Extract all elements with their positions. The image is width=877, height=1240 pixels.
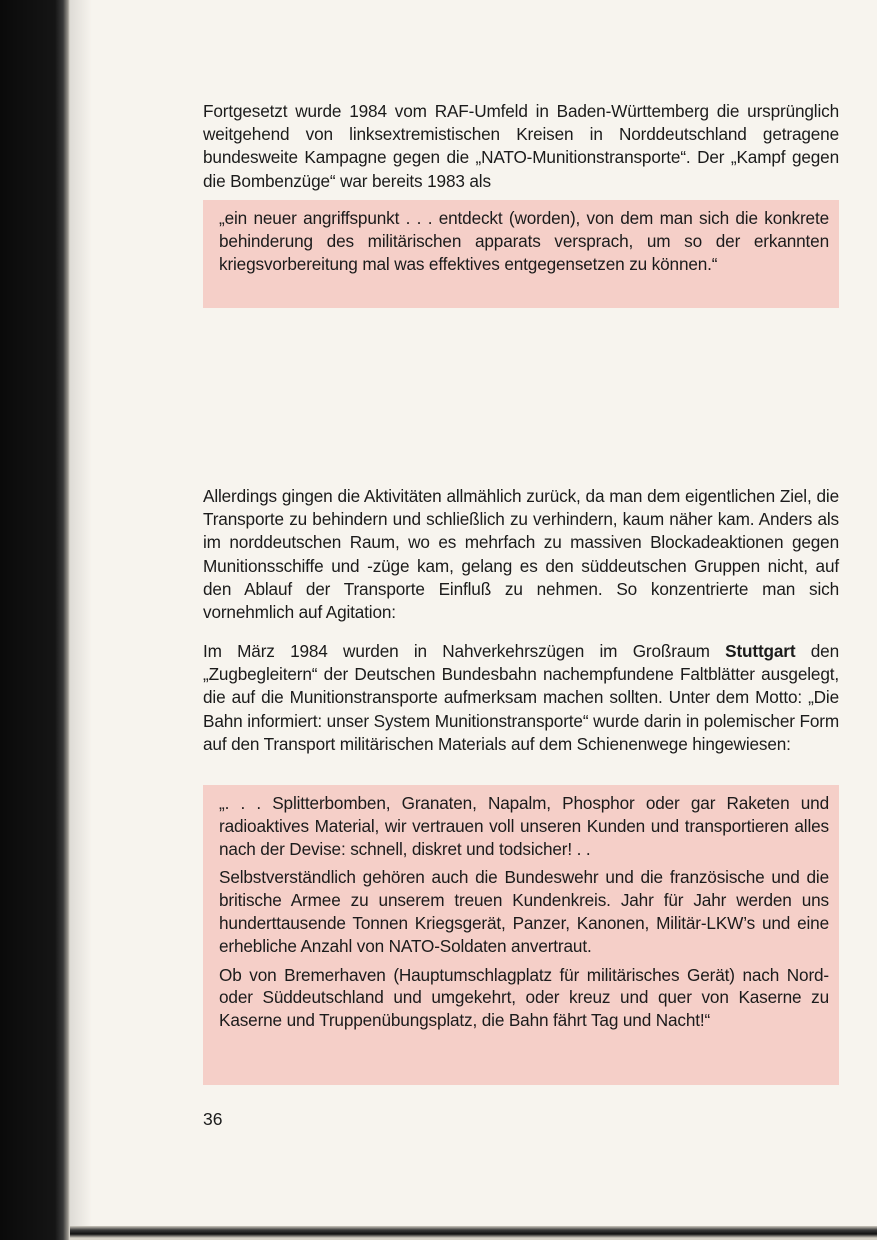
quote-2-paragraph: Ob von Bremerhaven (Hauptumschlagplatz für militärisches Gerät) nach Nord- oder Süddeutschland und umgekehrt, oder kreuz und quer von Kaserne zu Kaserne und Truppenübungsplatz, die Bahn fährt Tag und Nacht!“ [219, 964, 829, 1031]
quote-2-paragraph: Selbstverständlich gehören auch die Bundeswehr und die französische und die britische Armee zu unserem treuen Kundenkreis. Jahr für Jahr werden uns hunderttausende Tonnen Kriegsgerät, Panzer, Kanonen, Militär-LKW’s und eine erhebliche Anzahl von NATO-Soldaten anvertraut. [219, 867, 829, 956]
highlighted-quote-2 [203, 785, 839, 1085]
highlighted-quote-1 [203, 200, 839, 308]
paragraph-stuttgart-text [203, 640, 839, 756]
book-binding-shadow [0, 0, 70, 1240]
place-name-stuttgart: Stuttgart [725, 641, 796, 661]
quote-2-paragraph: „. . . Splitterbomben, Granaten, Napalm, Phosphor oder gar Raketen und radioaktives Material, wir vertrauen voll unseren Kunden und transportieren alles nach der Devise: schnell, diskret und todsicher! . . [219, 793, 829, 859]
page-number: 36 [203, 1109, 223, 1129]
gutter-shadow [70, 0, 92, 1240]
paragraph-stuttgart [203, 640, 839, 756]
paragraph-decline-text: Allerdings gingen die Aktivitäten allmählich zurück, da man dem eigentlichen Ziel, die Transporte zu behindern und schließlich zu verhindern, kaum näher kam. Anders als im norddeutschen Raum, wo es mehrfach zu massiven Blockadeaktionen gegen Munitionsschiffe und -züge kam, gelang es den süddeutschen Gruppen nicht, auf den Ablauf der Transporte Einfluß zu nehmen. So konzentrierte man sich vornehmlich auf Agitation: [203, 486, 839, 623]
paragraph-intro-text: Fortgesetzt wurde 1984 vom RAF-Umfeld in Baden-Württemberg die ursprünglich weitgehend von linksextremistischen Kreisen in Norddeutschland getragene bundesweite Kampagne gegen die „NATO-Munitionstransporte“. Der „Kampf gegen die Bombenzüge“ war bereits 1983 als [203, 101, 839, 191]
page-bottom-edge [70, 1226, 877, 1240]
paragraph-stuttgart-rest: den „Zugbegleitern“ der Deutschen Bundesbahn nachempfundene Faltblätter ausgelegt, die auf die Munitionstransporte aufmerksam machen sollten. Unter dem Motto: „Die Bahn informiert: unser System Munitionstransporte“ wurde darin in polemischer Form auf den Transport militärischen Materials auf dem Schienenwege hingewiesen: [203, 641, 839, 754]
paragraph-intro [203, 100, 839, 193]
paragraph-decline [203, 485, 839, 624]
paragraph-stuttgart-lead: Im März 1984 wurden in Nahverkehrszügen im Großraum [203, 641, 726, 661]
quote-1-text: „ein neuer angriffspunkt . . . entdeckt (worden), von dem man sich die konkrete behinderung des militärischen apparats versprach, um so der erkannten kriegsvorbereitung mal was effektives entgegensetzen zu können.“ [219, 208, 829, 274]
